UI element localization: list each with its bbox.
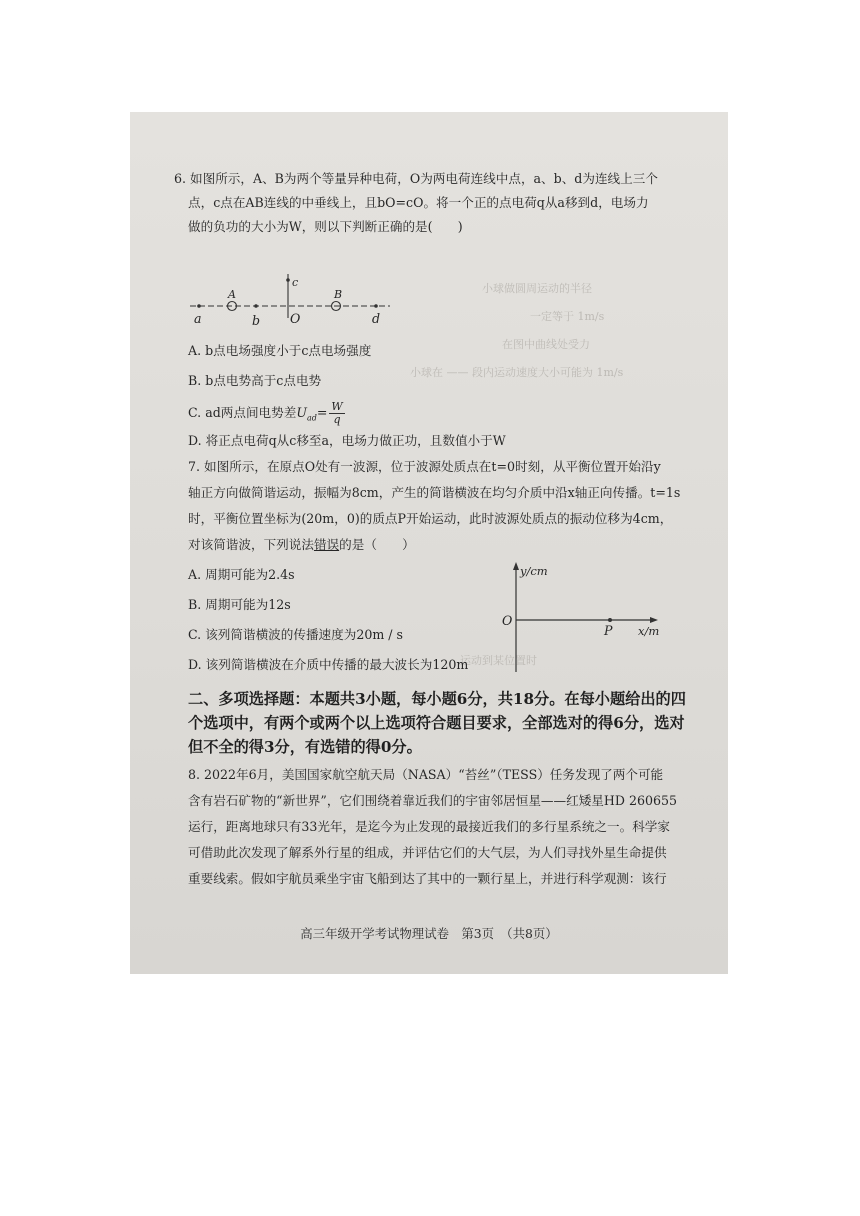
q7-stem-line-4-a: 对该简谐波，下列说法 <box>188 537 314 552</box>
q6-option-c-numerator: W <box>331 400 343 413</box>
q6-option-d: D. 将正点电荷q从c移至a，电场力做正功，且数值小于W <box>188 433 506 448</box>
label-a: a <box>194 311 202 326</box>
q8-line-3: 运行，距离地球只有33光年，是迄今为止发现的最接近我们的多行星系统之一。科学家 <box>188 819 670 834</box>
q7-stem-underlined-word: 错误 <box>313 537 340 552</box>
q7-stem-line-4-b: 的是（ ） <box>339 537 415 552</box>
point-d-dot <box>374 304 378 308</box>
scanned-exam-page <box>130 112 728 974</box>
bleed-through-text: 一定等于 1m/s <box>530 310 605 323</box>
q8-line-1: 8. 2022年6月，美国国家航空航天局（NASA）“苔丝”（TESS）任务发现了两个可能 <box>188 767 664 782</box>
q7-option-d: D. 该列简谐横波在介质中传播的最大波长为120m <box>188 657 469 672</box>
q8-line-4: 可借助此次发现了解系外行星的组成，并评估它们的大气层，为人们寻找外星生命提供 <box>188 845 667 860</box>
q7-stem-line-4 <box>188 536 415 554</box>
q6-option-c-fraction <box>329 401 344 426</box>
q6-option-c-equals: = <box>316 405 328 420</box>
page-footer: 高三年级开学考试物理试卷 第3页 （共8页） <box>300 926 558 941</box>
label-A: A <box>228 288 236 301</box>
point-a-dot <box>197 304 201 308</box>
q6-stem-line-2: 点，c点在AB连线的中垂线上，且bO=cO。将一个正的点电荷q从a移到d，电场力 <box>188 195 649 210</box>
q8-line-2: 含有岩石矿物的“新世界”，它们围绕着靠近我们的宇宙邻居恒星——红矮星HD 260655 <box>188 793 678 808</box>
x-axis-label: x/m <box>638 624 660 638</box>
point-b-dot <box>254 304 258 308</box>
label-d: d <box>372 311 381 326</box>
q6-stem-line-1: 6. 如图所示，A、B为两个等量异种电荷，O为两电荷连线中点，a、b、d为连线上三个 <box>174 171 658 186</box>
bleed-through-text: 小球做圆周运动的半径 <box>482 282 592 295</box>
y-axis-arrow <box>513 562 519 570</box>
section2-header-line-1: 二、多项选择题：本题共3小题，每小题6分，共18分。在每小题给出的四 <box>188 690 686 708</box>
label-b: b <box>252 313 261 328</box>
q6-option-c-U: U <box>296 405 307 420</box>
q7-option-a: A. 周期可能为2.4s <box>188 567 295 582</box>
origin-label: O <box>502 613 513 628</box>
point-c-dot <box>286 278 290 282</box>
label-O: O <box>290 311 301 326</box>
q6-figure-svg <box>186 270 446 330</box>
label-c: c <box>292 276 299 289</box>
bleed-through-text: 在图中曲线处受力 <box>502 338 590 351</box>
q6-option-c-text: C. ad两点间电势差 <box>188 405 297 420</box>
q7-option-c: C. 该列简谐横波的传播速度为20m / s <box>188 627 403 642</box>
q7-stem-line-3: 时，平衡位置坐标为(20m，0)的质点P开始运动，此时波源处质点的振动位移为4cm， <box>188 511 673 526</box>
q6-option-c-denominator: q <box>333 413 341 426</box>
q6-stem-line-3: 做的负功的大小为W，则以下判断正确的是( ) <box>188 219 463 234</box>
q6-option-c-subscript: ad <box>306 413 317 423</box>
label-B: B <box>334 288 343 301</box>
bleed-through-text: 运动到某位置时 <box>460 654 537 667</box>
q8-line-5: 重要线索。假如宇航员乘坐宇宙飞船到达了其中的一颗行星上，并进行科学观测：该行 <box>188 871 667 886</box>
bleed-through-text: 小球在 —— 段内运动速度大小可能为 1m/s <box>410 366 624 379</box>
y-axis-label: y/cm <box>520 564 548 578</box>
point-P-label: P <box>604 623 613 638</box>
q6-option-a: A. b点电场强度小于c点电场强度 <box>188 343 372 358</box>
q6-option-c <box>188 396 345 430</box>
section2-header-line-3: 但不全的得3分，有选错的得0分。 <box>188 738 422 756</box>
q7-option-b: B. 周期可能为12s <box>188 597 291 612</box>
q7-stem-line-2: 轴正方向做简谐运动，振幅为8cm，产生的简谐横波在均匀介质中沿x轴正向传播。t=1s <box>188 485 681 500</box>
q7-stem-line-1: 7. 如图所示，在原点O处有一波源，位于波源处质点在t=0时刻，从平衡位置开始沿y <box>188 459 661 474</box>
section2-header-line-2: 个选项中，有两个或两个以上选项符合题目要求，全部选对的得6分，选对 <box>188 714 685 732</box>
q6-option-b: B. b点电势高于c点电势 <box>188 373 322 388</box>
